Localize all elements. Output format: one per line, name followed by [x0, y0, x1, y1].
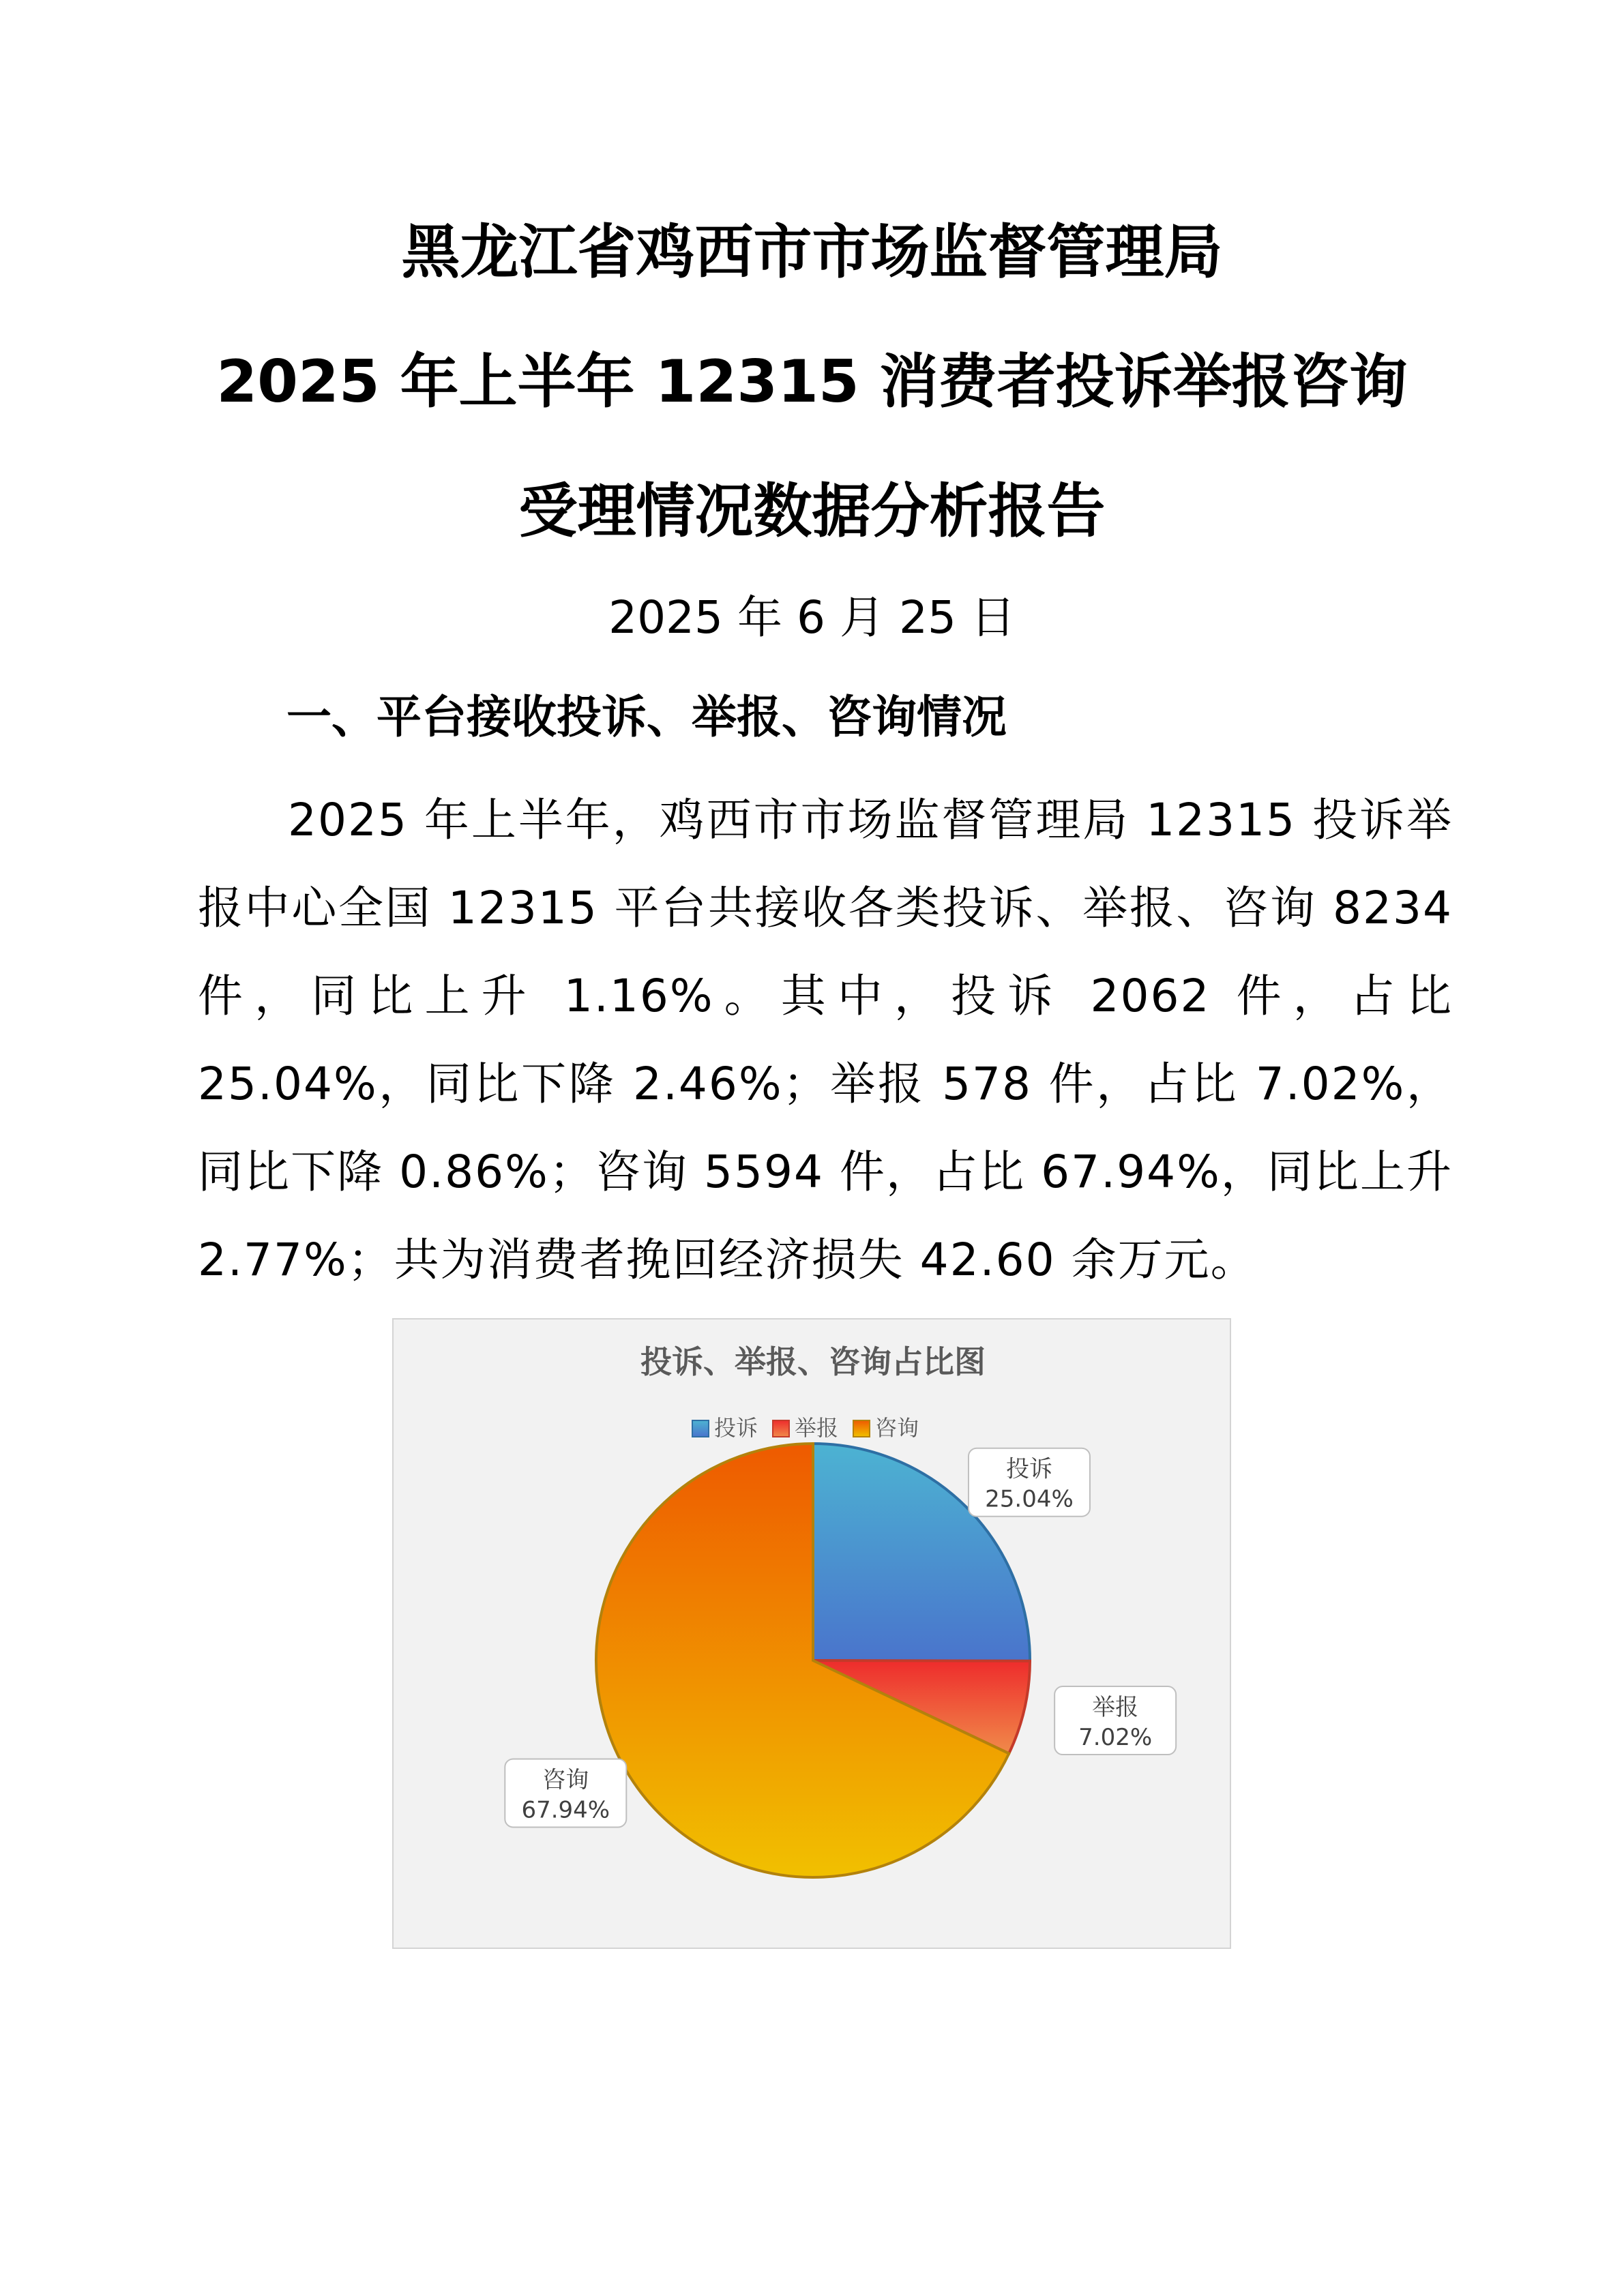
section-paragraph: 2025 年上半年，鸡西市市场监督管理局 12315 投诉举报中心全国 12315 平台共接收各类投诉、举报、咨询 8234 件，同比上升 1.16%。其中，投诉 2062 件，占比 25.04%，同比下降 2.46%；举报 578 件，占比 7.02%，同比下降 0.86%；咨询 5594 件，占比 67.94%，同比上升 2.77%；共为消费者挽回经济损失 42.60 余万元。 [198, 794, 1453, 1286]
legend-item-举报 [773, 1415, 838, 1441]
pie-chart [392, 1318, 1231, 1949]
section-heading: 一、平台接收投诉、举报、咨询情况 [286, 691, 1007, 743]
pie-data-label-投诉 [969, 1448, 1090, 1517]
report-title-line-3: 受理情况数据分析报告 [518, 477, 1106, 546]
legend-swatch [692, 1420, 709, 1437]
report-title-line-2: 2025 年上半年 12315 消费者投诉举报咨询 [216, 348, 1408, 416]
data-label-percent: 25.04% [985, 1485, 1074, 1513]
pie-data-label-咨询 [505, 1759, 626, 1827]
report-date: 2025 年 6 月 25 日 [608, 591, 1016, 644]
chart-legend [692, 1415, 919, 1441]
data-label-category: 举报 [1092, 1694, 1139, 1722]
legend-label: 举报 [795, 1415, 839, 1441]
chart-title: 投诉、举报、咨询占比图 [640, 1343, 986, 1380]
pie-slices [596, 1444, 1030, 1877]
data-label-category: 咨询 [542, 1766, 589, 1794]
data-label-percent: 67.94% [521, 1796, 610, 1824]
legend-item-咨询 [853, 1415, 919, 1441]
legend-label: 投诉 [714, 1415, 758, 1441]
report-title-line-1: 黑龙江省鸡西市市场监督管理局 [401, 218, 1223, 286]
legend-swatch [853, 1420, 870, 1437]
pie-data-label-举报 [1054, 1686, 1176, 1755]
legend-item-投诉 [692, 1415, 758, 1441]
data-label-category: 投诉 [1005, 1455, 1052, 1483]
legend-label: 咨询 [875, 1415, 919, 1441]
legend-swatch [773, 1420, 789, 1437]
data-label-percent: 7.02% [1078, 1724, 1153, 1752]
pie-chart-svg [394, 1320, 1232, 1950]
